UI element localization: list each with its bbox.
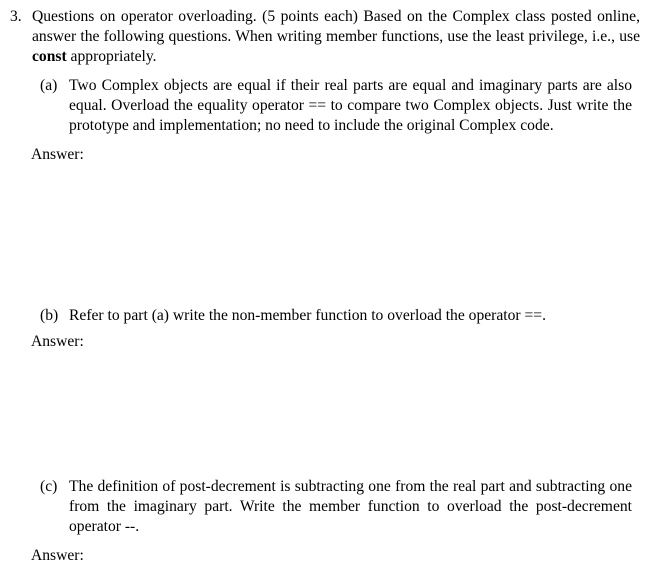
part-a-text: Two Complex objects are equal if their real parts are equal and imaginary parts are also equal. Overload the equality operator == to compare two Complex objects. Just write the prototype and implementation; no need to include the original Complex code. — [69, 77, 632, 134]
part-c — [40, 477, 632, 537]
part-a-answer-label: Answer: — [31, 146, 84, 163]
question-header — [10, 7, 640, 67]
part-b-answer-label: Answer: — [31, 333, 84, 350]
part-c-text: The definition of post-decrement is subtracting one from the real part and subtracting one from the imaginary part. Write the member function to overload the post-decrement operator --. — [69, 478, 632, 535]
question-text-end: appropriately. — [66, 48, 157, 65]
part-c-label: (c) — [40, 478, 58, 495]
part-a-label: (a) — [40, 77, 58, 94]
question-3 — [10, 7, 640, 67]
question-text-bold: const — [32, 48, 67, 65]
question-text-start: Questions on operator overloading. (5 points each) Based on the Complex class posted online, answer the following questions. When writing member functions, use the least privilege, i.e., use — [32, 8, 640, 45]
part-c-answer-label: Answer: — [31, 547, 84, 564]
question-text — [32, 7, 640, 67]
part-b-label: (b) — [40, 307, 59, 324]
part-b-text: Refer to part (a) write the non-member function to overload the operator ==. — [69, 307, 546, 324]
question-number: 3. — [10, 8, 22, 25]
part-b — [40, 306, 632, 326]
part-a — [40, 76, 632, 136]
